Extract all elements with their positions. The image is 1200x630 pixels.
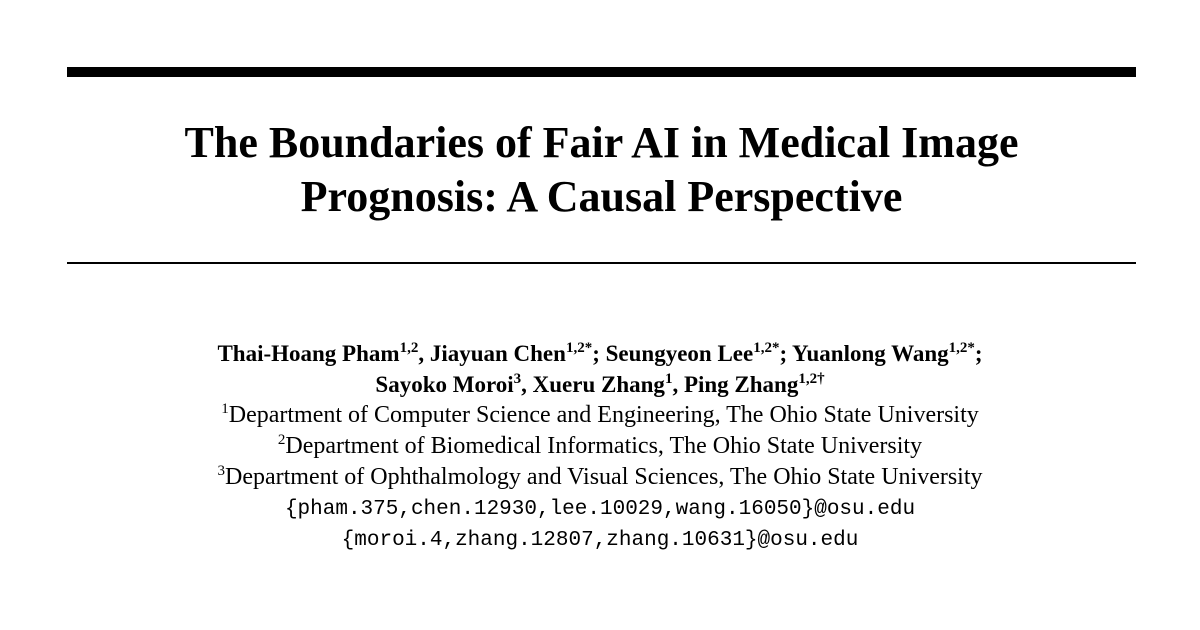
equal-contribution-marker: * bbox=[584, 340, 593, 356]
author bbox=[684, 372, 825, 397]
author-affiliation-marker: 1,2† bbox=[798, 371, 825, 387]
affiliation bbox=[0, 431, 1200, 462]
equal-contribution-marker: * bbox=[771, 340, 780, 356]
author-separator: , bbox=[418, 341, 430, 366]
author-line-1 bbox=[0, 338, 1200, 369]
affiliation-text: Department of Ophthalmology and Visual Sciences, The Ohio State University bbox=[224, 464, 983, 490]
author-separator: ; bbox=[779, 341, 793, 366]
author-affiliation-marker: 1,2* bbox=[948, 340, 975, 356]
author-name: Yuanlong Wang bbox=[792, 341, 949, 366]
author-name: Thai-Hoang Pham bbox=[217, 341, 400, 366]
author-name: Jiayuan Chen bbox=[429, 341, 566, 366]
author bbox=[375, 372, 521, 397]
author-separator: ; bbox=[592, 341, 606, 366]
author-affiliation-marker: 1,2 bbox=[399, 340, 419, 356]
affiliation-text: Department of Computer Science and Engineering, The Ohio State University bbox=[228, 402, 979, 428]
author-list bbox=[0, 338, 1200, 400]
title-line-1: The Boundaries of Fair AI in Medical Image bbox=[184, 118, 1019, 167]
title-bottom-rule bbox=[67, 262, 1136, 264]
author-separator: , bbox=[521, 372, 533, 397]
author-affiliation-marker: 1,2* bbox=[753, 340, 780, 356]
author-separator: , bbox=[672, 372, 684, 397]
author-affiliation-marker: 1 bbox=[664, 371, 673, 387]
author bbox=[606, 341, 780, 366]
corresponding-author-marker: † bbox=[817, 371, 825, 387]
author-line-2 bbox=[0, 369, 1200, 400]
email-list bbox=[0, 494, 1200, 556]
affiliation-list bbox=[0, 400, 1200, 493]
author bbox=[430, 341, 592, 366]
email-line-2: {moroi.4,zhang.12807,zhang.10631}@osu.edu bbox=[341, 529, 859, 552]
author-affiliation-marker: 3 bbox=[513, 371, 522, 387]
affiliation-number: 2 bbox=[277, 432, 286, 448]
author-name: Seungyeon Lee bbox=[605, 341, 754, 366]
author bbox=[533, 372, 673, 397]
email-line-1: {pham.375,chen.12930,lee.10029,wang.16050}@osu.edu bbox=[284, 498, 916, 521]
author bbox=[217, 341, 418, 366]
author-separator: ; bbox=[974, 341, 983, 366]
author-name: Xueru Zhang bbox=[532, 372, 665, 397]
author-name: Sayoko Moroi bbox=[375, 372, 514, 397]
paper-title bbox=[67, 116, 1136, 224]
author bbox=[792, 341, 975, 366]
author-affiliation-marker: 1,2* bbox=[565, 340, 593, 356]
affiliation-number: 1 bbox=[221, 401, 229, 417]
top-rule bbox=[67, 67, 1136, 77]
affiliation-text: Department of Biomedical Informatics, The Ohio State University bbox=[285, 433, 923, 459]
affiliation bbox=[0, 400, 1200, 431]
affiliation bbox=[0, 462, 1200, 493]
affiliation-number: 3 bbox=[217, 463, 225, 479]
title-line-2: Prognosis: A Causal Perspective bbox=[300, 172, 903, 221]
equal-contribution-marker: * bbox=[967, 340, 975, 356]
author-name: Ping Zhang bbox=[683, 372, 799, 397]
